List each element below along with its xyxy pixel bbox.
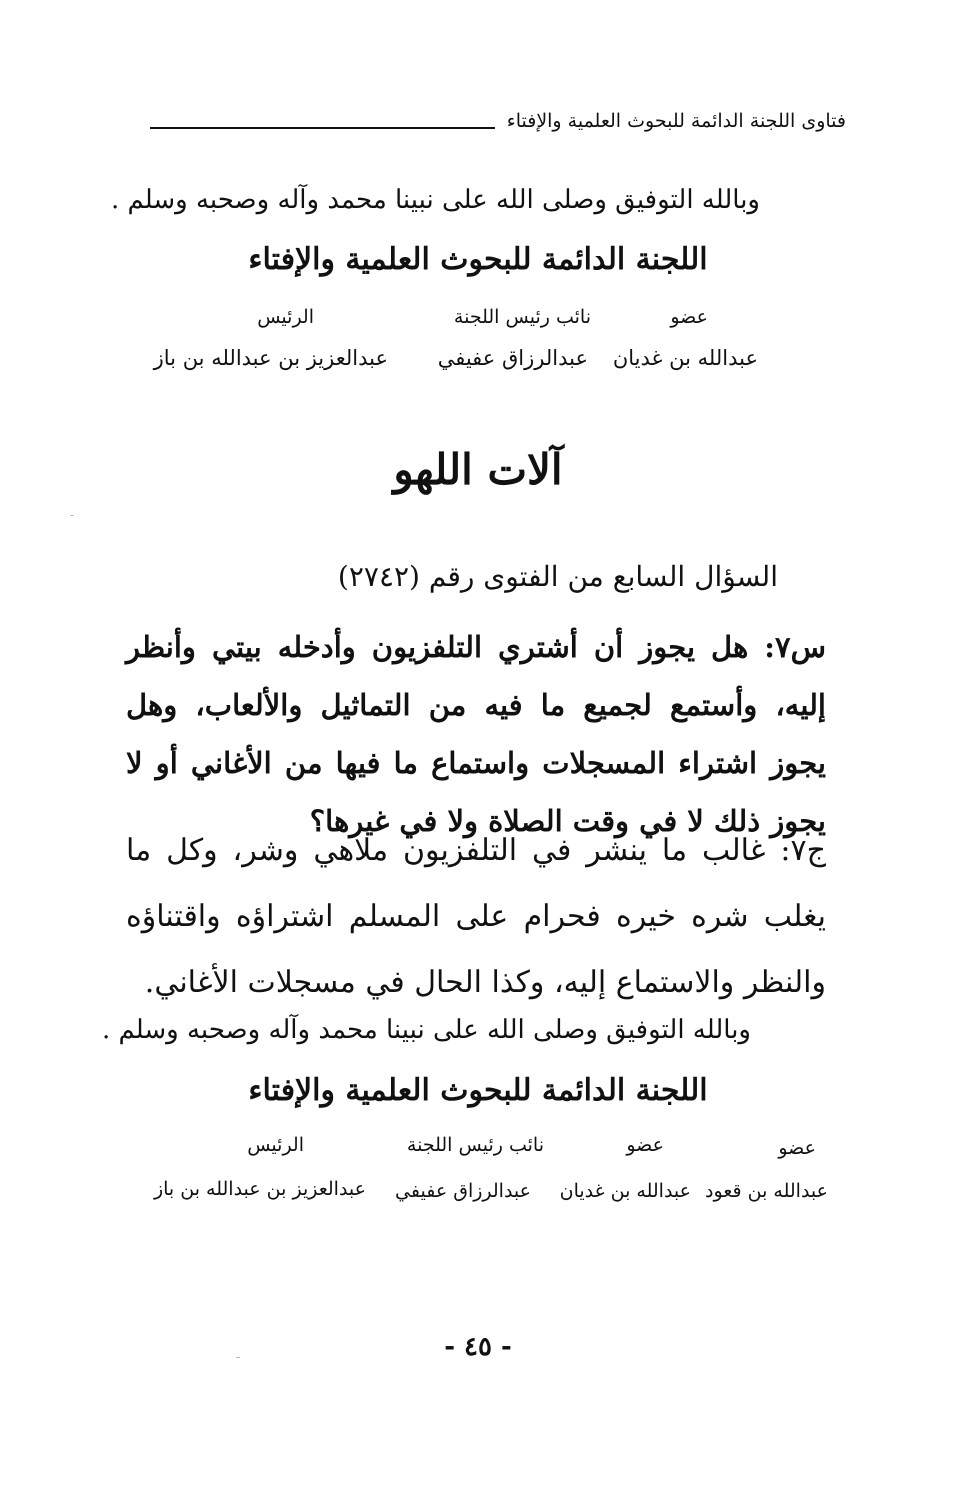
committee-name-bottom: اللجنة الدائمة للبحوث العلمية والإفتاء [248, 1073, 708, 1108]
signatory-role: الرئيس [247, 1134, 304, 1156]
committee-name-top: اللجنة الدائمة للبحوث العلمية والإفتاء [248, 242, 708, 277]
signatory-name: عبدالله بن غديان [559, 1180, 691, 1202]
scan-mark [70, 515, 74, 516]
signatory-role: عضو [778, 1137, 816, 1159]
closing-line-top: وبالله التوفيق وصلى الله على نبينا محمد وآله وصحبه وسلم . [110, 185, 760, 215]
running-header: فتاوى اللجنة الدائمة للبحوث العلمية والإفتاء [506, 110, 846, 132]
signatory-name: عبدالعزيز بن عبدالله بن باز [153, 346, 388, 370]
signatory-name: عبدالرزاق عفيفي [437, 346, 588, 370]
scan-mark [236, 1357, 240, 1358]
fatwa-reference: السؤال السابع من الفتوى رقم (٢٧٤٢) [337, 560, 778, 593]
signatory-role: الرئيس [257, 306, 314, 328]
signatory-role: عضو [626, 1134, 664, 1156]
signatory-role: عضو [670, 306, 708, 328]
closing-line-bottom: وبالله التوفيق وصلى الله على نبينا محمد وآله وصحبه وسلم . [101, 1015, 751, 1045]
signatory-role: نائب رئيس اللجنة [406, 1134, 544, 1156]
question-text: س٧: هل يجوز أن أشتري التلفزيون وأدخله بيتي وأنظر إليه، وأستمع لجميع ما فيه من التماثيل والألعاب، وهل يجوز اشتراء المسجلات واستماع ما فيها من الأغاني أو لا يجوز ذلك لا في وقت الصلاة ولا في غيرها؟ [126, 630, 826, 838]
signatory-role: نائب رئيس اللجنة [453, 306, 591, 328]
header-rule [150, 127, 495, 129]
page-number: - ٤٥ - [444, 1332, 512, 1362]
signatory-name: عبدالله بن قعود [705, 1180, 828, 1202]
signatory-name: عبدالعزيز بن عبدالله بن باز [153, 1178, 366, 1200]
answer-text: ج٧: غالب ما ينشر في التلفزيون ملاهي وشر، وكل ما يغلب شره خيره فحرام على المسلم اشتراؤه واقتناؤه والنظر والاستماع إليه، وكذا الحال في مسجلات الأغاني. [126, 833, 826, 1000]
section-title: آلات اللهو [393, 445, 563, 494]
signatory-name: عبدالله بن غديان [612, 346, 758, 370]
signatory-name: عبدالرزاق عفيفي [395, 1180, 531, 1202]
